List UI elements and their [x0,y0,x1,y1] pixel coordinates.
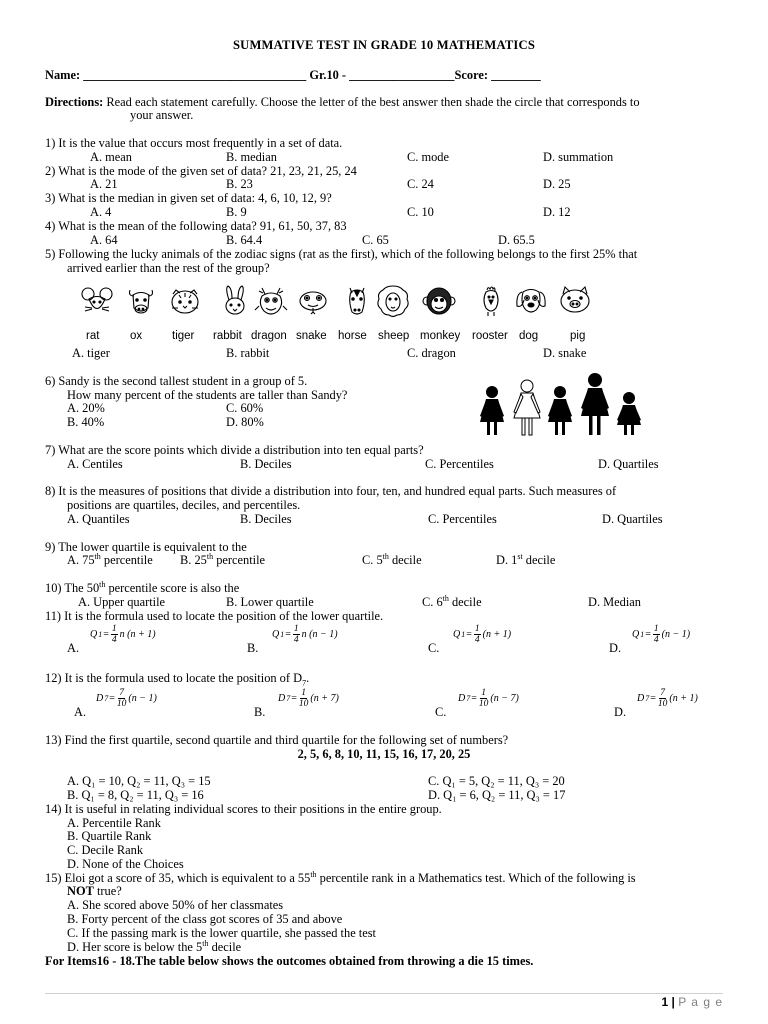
q7-option-b[interactable]: B. Deciles [240,457,292,471]
grade-blank: _________________ [349,68,455,82]
q9-option-d[interactable]: D. 1st decile [496,551,556,567]
q13-option-a[interactable]: A. Q₁ = 10, Q₂ = 11, Q₃ = 15 [67,774,211,788]
animal-label-dragon: dragon [251,330,287,342]
q4-option-c[interactable]: C. 65 [362,233,389,247]
students-silhouettes-icon [472,372,652,438]
q1-stem: 1) It is the value that occurs most frequently in a set of data. [45,136,343,150]
q12-formula-c: D 7 = $\frac{1}{10}$ (n − 7) [458,688,519,709]
q13-stem: 13) Find the first quartile, second quartile and third quartile for the following set of numbers? [45,733,509,747]
q11-formula-c: Q 1 = $\frac{1}{4}$ (n + 1) [453,624,512,645]
animal-label-sheep: sheep [378,330,410,342]
q6-option-c[interactable]: C. 60% [226,401,264,415]
q15-stem: 15) Eloi got a score of 35, which is equivalent to a 55th percentile rank in a Mathematics test. Which of the following is [45,869,636,885]
q4-option-a[interactable]: A. 64 [90,233,118,247]
q10-option-b[interactable]: B. Lower quartile [226,595,314,609]
footer-divider [45,993,723,994]
q15-stem-2: NOT true? [67,884,122,898]
q13-option-d[interactable]: D. Q₁ = 6, Q₂ = 11, Q₃ = 17 [428,788,566,802]
q7-option-a[interactable]: A. Centiles [67,457,123,471]
q14-option-c[interactable]: C. Decile Rank [67,843,144,857]
q5-option-d[interactable]: D. snake [543,346,587,360]
q8-option-c[interactable]: C. Percentiles [428,512,497,526]
animal-label-snake: snake [296,330,327,342]
directions-label: Directions: [45,95,104,109]
q6-option-a[interactable]: A. 20% [67,401,105,415]
horse-icon [340,284,374,318]
q7-option-c[interactable]: C. Percentiles [425,457,494,471]
q7-option-d[interactable]: D. Quartiles [598,457,659,471]
q5-stem: 5) Following the lucky animals of the zodiac signs (rat as the first), which of the following belongs to the first 25% that [45,247,638,261]
name-blank: ____________________________________ [83,68,307,82]
pig-icon [558,284,592,318]
q11-option-b[interactable]: B. [247,641,259,655]
q12-option-a[interactable]: A. [74,705,87,719]
q11-formula-d: Q 1 = $\frac{1}{4}$ (n − 1) [632,624,691,645]
q15-option-d[interactable]: D. Her score is below the 5th decile [67,938,242,954]
q6-stem: 6) Sandy is the second tallest student in a group of 5. [45,374,308,388]
q1-option-d[interactable]: D. summation [543,150,614,164]
q6-option-b[interactable]: B. 40% [67,415,105,429]
directions-text-2: your answer. [130,108,194,122]
q12-formula-b: D 7 = $\frac{1}{10}$ (n + 7) [278,688,339,709]
test-title: SUMMATIVE TEST IN GRADE 10 MATHEMATICS [232,38,536,52]
q15-option-b[interactable]: B. Forty percent of the class got scores of 35 and above [67,912,343,926]
q1-option-c[interactable]: C. mode [407,150,449,164]
q6-stem-2: How many percent of the students are taller than Sandy? [67,388,348,402]
q12-option-b[interactable]: B. [254,705,266,719]
q9-option-a[interactable]: A. 75th percentile [67,551,153,567]
q11-stem: 11) It is the formula used to locate the position of the lower quartile. [45,609,384,623]
q12-stem: 12) It is the formula used to locate the position of $D_7$. [45,671,310,688]
rat-icon [80,284,114,318]
animal-label-rabbit: rabbit [213,330,242,342]
q11-option-d[interactable]: D. [609,641,622,655]
page-number: 1 | P a g e [661,995,723,1009]
q11-formula-b: Q 1 = $\frac{1}{4}$ n (n − 1) [272,624,338,645]
animal-label-tiger: tiger [172,330,195,342]
dog-icon [514,284,548,318]
animal-label-rat: rat [86,330,100,342]
q12-formula-d: D 7 = $\frac{7}{10}$ (n + 1) [637,688,698,709]
q3-option-b[interactable]: B. 9 [226,205,247,219]
name-line [45,68,541,82]
q12-formula-a: D 7 = $\frac{7}{10}$ (n − 1) [96,688,157,709]
sheep-icon [376,284,410,318]
q4-option-b[interactable]: B. 64.4 [226,233,263,247]
items-16-18-instruction: For Items16 - 18.The table below shows the outcomes obtained from throwing a die 15 times. [45,954,534,968]
snake-icon [296,284,330,318]
q7-stem: 7) What are the score points which divide a distribution into ten equal parts? [45,443,424,457]
q12-option-d[interactable]: D. [614,705,627,719]
animal-label-rooster: rooster [472,330,508,342]
q2-option-d[interactable]: D. 25 [543,177,571,191]
q15-option-a[interactable]: A. She scored above 50% of her classmates [67,898,284,912]
q5-option-b[interactable]: B. rabbit [226,346,270,360]
q10-stem: 10) The 50th percentile score is also the [45,579,240,595]
q1-option-b[interactable]: B. median [226,150,277,164]
zodiac-animals [72,284,598,344]
q2-option-b[interactable]: B. 23 [226,177,253,191]
q5-option-a[interactable]: A. tiger [72,346,110,360]
q8-stem: 8) It is the measures of positions that divide a distribution into four, ten, and hundred equal parts. Such measures of [45,484,617,498]
q3-option-c[interactable]: C. 10 [407,205,434,219]
q14-option-a[interactable]: A. Percentile Rank [67,816,161,830]
q4-option-d[interactable]: D. 65.5 [498,233,535,247]
animal-label-ox: ox [130,330,143,342]
q10-option-a[interactable]: A. Upper quartile [78,595,166,609]
tiger-icon [168,284,202,318]
q11-formula-a: Q 1 = $\frac{1}{4}$ n (n + 1) [90,624,156,645]
directions-text: Read each statement carefully. Choose the letter of the best answer then shade the circle that corresponds to [106,95,640,109]
q9-option-b[interactable]: B. 25th percentile [180,551,266,567]
q8-option-d[interactable]: D. Quartiles [602,512,663,526]
q9-option-c[interactable]: C. 5th decile [362,551,422,567]
animal-label-horse: horse [338,330,367,342]
rabbit-icon [218,284,252,318]
q3-option-d[interactable]: D. 12 [543,205,571,219]
q11-option-c[interactable]: C. [428,641,440,655]
q14-option-d[interactable]: D. None of the Choices [67,857,184,871]
q15-option-c[interactable]: C. If the passing mark is the lower quartile, she passed the test [67,926,377,940]
score-blank: ________ [491,68,541,82]
q2-option-c[interactable]: C. 24 [407,177,434,191]
q14-stem: 14) It is useful in relating individual scores to their positions in the entire group. [45,802,442,816]
q13-option-b[interactable]: B. Q₁ = 8, Q₂ = 11, Q₃ = 16 [67,788,204,802]
directions [45,95,640,109]
rooster-icon [474,284,508,318]
q4-stem: 4) What is the mean of the following data? 91, 61, 50, 37, 83 [45,219,347,233]
q2-stem: 2) What is the mode of the given set of data? 21, 23, 21, 25, 24 [45,164,357,178]
q13-option-c[interactable]: C. Q₁ = 5, Q₂ = 11, Q₃ = 20 [428,774,565,788]
q12-option-c[interactable]: C. [435,705,447,719]
grade-label: Gr.10 - [309,68,347,82]
score-label: Score: [454,68,488,82]
q8-option-a[interactable]: A. Quantiles [67,512,130,526]
name-label: Name: [45,68,81,82]
q3-stem: 3) What is the median in given set of data: 4, 6, 10, 12, 9? [45,191,332,205]
q6-option-d[interactable]: D. 80% [226,415,264,429]
q13-number-set: 2, 5, 6, 8, 10, 11, 15, 16, 17, 20, 25 [297,747,471,761]
q10-option-d[interactable]: D. Median [588,595,641,609]
q1-option-a[interactable]: A. mean [90,150,132,164]
animal-label-monkey: monkey [420,330,461,342]
q11-option-a[interactable]: A. [67,641,80,655]
animal-label-pig: pig [570,330,586,342]
q8-stem-2: positions are quartiles, deciles, and percentiles. [67,498,301,512]
monkey-icon [422,284,456,318]
q14-option-b[interactable]: B. Quartile Rank [67,829,152,843]
q2-option-a[interactable]: A. 21 [90,177,118,191]
animal-label-dog: dog [519,330,539,342]
q3-option-a[interactable]: A. 4 [90,205,112,219]
q5-option-c[interactable]: C. dragon [407,346,456,360]
q5-stem-2: arrived earlier than the rest of the group? [67,261,270,275]
dragon-icon [254,284,288,318]
q8-option-b[interactable]: B. Deciles [240,512,292,526]
q10-option-c[interactable]: C. 6th decile [422,593,482,609]
ox-icon [124,284,158,318]
q9-stem: 9) The lower quartile is equivalent to the [45,540,247,554]
